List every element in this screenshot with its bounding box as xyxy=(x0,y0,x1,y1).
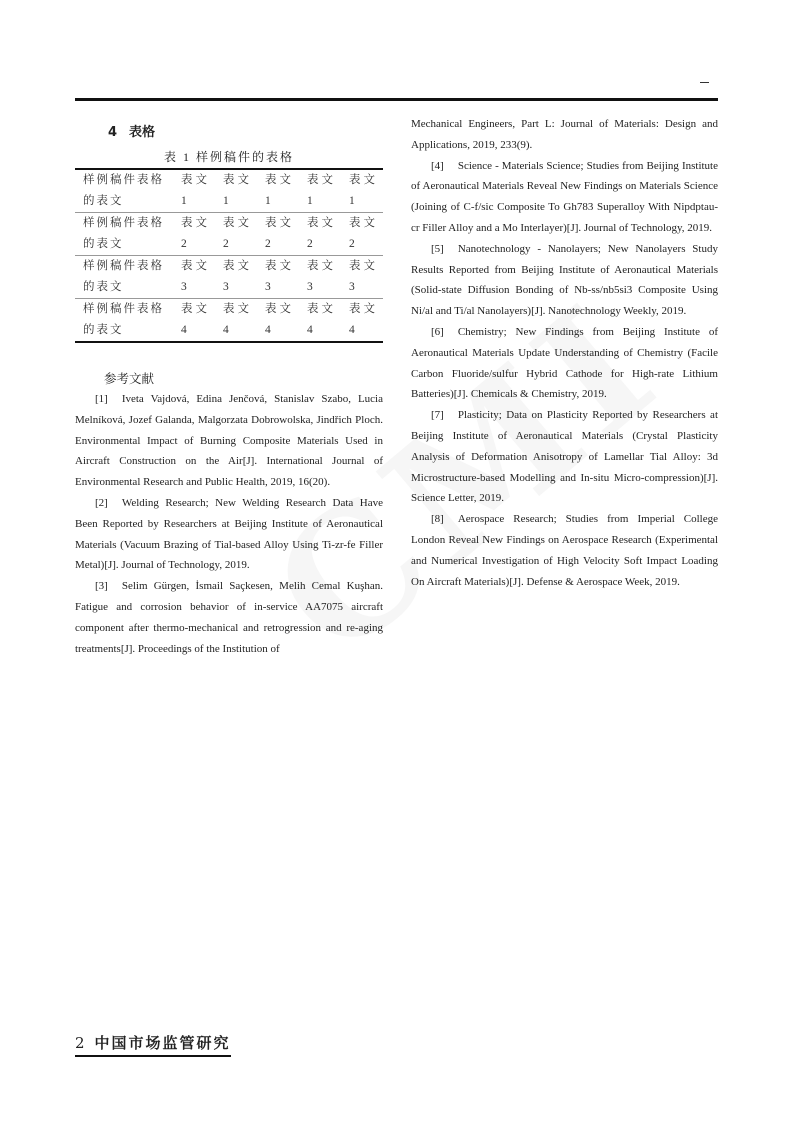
references-list-left xyxy=(75,389,383,659)
reference-tag: [2] xyxy=(95,496,108,509)
reference-item xyxy=(75,493,383,576)
table-cell: 表文 xyxy=(307,174,336,186)
section-number: 4 xyxy=(108,125,118,140)
table-cell: 表文 xyxy=(349,174,378,186)
table-row xyxy=(75,169,383,191)
reference-item xyxy=(75,576,383,659)
reference-tag: [3] xyxy=(95,580,108,593)
reference-tag: [6] xyxy=(431,325,444,338)
table-cell: 表文 xyxy=(181,303,210,315)
table-cell: 表文 xyxy=(265,303,294,315)
reference-item xyxy=(411,322,718,405)
table-cell: 1 xyxy=(257,191,299,213)
reference-tag: [5] xyxy=(431,242,444,255)
reference-tag: [4] xyxy=(431,159,444,172)
table-cell: 1 xyxy=(341,191,383,213)
table-cell: 4 xyxy=(223,324,232,336)
header-rule xyxy=(75,98,718,101)
table-label-cell: 的表文 xyxy=(75,277,173,299)
reference-tag: [8] xyxy=(431,513,444,526)
table-cell: 2 xyxy=(215,234,257,256)
table-cell: 表文 xyxy=(265,174,294,186)
table-cell: 表文 xyxy=(265,260,294,272)
table-cell: 1 xyxy=(215,191,257,213)
table-cell: 表文 xyxy=(307,217,336,229)
table-cell: 2 xyxy=(173,234,215,256)
table-row xyxy=(75,213,383,235)
reference-item xyxy=(75,389,383,493)
sample-table xyxy=(75,168,383,343)
table-cell: 表文 xyxy=(223,303,252,315)
reference-text: Iveta Vajdová, Edina Jenčová, Stanislav Szabo, Lucia Melníková, Jozef Galanda, Malgorzata Dobrowolska, Jindřich Ploch. Environmental Impact of Burning Composite Materials Used in Aircraft Construction on the Air[J]. International Journal of Environmental Research and Public Health, 2019, 16(20). xyxy=(75,393,383,489)
table-label-cell: 的表文 xyxy=(75,191,173,213)
reference-item xyxy=(411,509,718,592)
reference-text: Welding Research; New Welding Research Data Have Been Reported by Researchers at Beijing Institute of Aeronautical Materials (Vacuum Brazing of Tial-based Alloy Using Ti-zr-fe Filler Metal)[J]. Journal of Technology, 2019. xyxy=(75,496,383,572)
section-heading xyxy=(75,118,383,148)
reference-tag: [7] xyxy=(431,409,444,422)
table-label-cell: 的表文 xyxy=(83,324,124,336)
table-row xyxy=(75,320,383,342)
table-cell: 表文 xyxy=(349,303,378,315)
reference-text: Chemistry; New Findings from Beijing Institute of Aeronautical Materials Update Understanding of Chemistry (Facile Carbon Fluoride/sulfur Hybrid Cathode for High-rate Lithium Batteries)[J]. Chemicals & Chemistry, 2019. xyxy=(411,325,718,401)
reference-text: Nanotechnology - Nanolayers; New Nanolayers Study Results Reported from Beijing Institute of Aeronautical Materials (Solid-state Diffusion Bonding of Nb-ss/nb5si3 Composite Using Ni/al and Ti/al Nanolayers)[J]. Nanotechnology Weekly, 2019. xyxy=(411,242,718,318)
table-cell: 4 xyxy=(349,324,358,336)
reference-tag: [1] xyxy=(95,393,108,405)
table-label-cell: 样例稿件表格 xyxy=(83,303,164,315)
references-list-right xyxy=(411,156,718,593)
table-row xyxy=(75,256,383,278)
table-cell: 表文 xyxy=(349,217,378,229)
reference-text: Selim Gürgen, İsmail Saçkesen, Melih Cemal Kuşhan. Fatigue and corrosion behavior of in-service AA7075 aircraft component after thermo-mechanical and retrogression and re-aging treatments[J]. Proceedings of the Institution of xyxy=(75,580,383,655)
table-row xyxy=(75,191,383,213)
references-heading: 参考文献 xyxy=(104,371,155,386)
table-cell: 表文 xyxy=(265,217,294,229)
table-label-cell: 样例稿件表格 xyxy=(83,217,164,229)
table-cell: 4 xyxy=(307,324,316,336)
table-cell: 2 xyxy=(341,234,383,256)
table-cell: 3 xyxy=(173,277,215,299)
table-row xyxy=(75,277,383,299)
table-cell: 表文 xyxy=(223,174,252,186)
table-cell: 表文 xyxy=(223,217,252,229)
table-row xyxy=(75,299,383,321)
table-cell: 2 xyxy=(257,234,299,256)
right-column xyxy=(411,114,718,592)
section-title: 表格 xyxy=(129,125,156,140)
reference-item xyxy=(411,239,718,322)
table-cell: 表文 xyxy=(349,260,378,272)
table-cell: 表文 xyxy=(223,260,252,272)
page-number: 2 xyxy=(75,1034,87,1052)
table-label-cell: 样例稿件表格 xyxy=(83,260,164,272)
reference-text: Plasticity; Data on Plasticity Reported by Researchers at Beijing Institute of Aeronautical Materials (Crystal Plasticity Analysis of Deformation Anisotropy of Lamellar Tial Alloy: 3d Microstructure-based Modelling and In-situ Micro-compression)[J]. Science Letter, 2019. xyxy=(411,409,718,505)
table-row xyxy=(75,234,383,256)
table-cell: 表文 xyxy=(307,303,336,315)
reference-text: Science - Materials Science; Studies from Beijing Institute of Aeronautical Materials Reveal New Findings on Materials Science (Joining of C-f/sic Composite To Gh783 Superalloy With Nipdptau-cr Filler Alloy and a Mo Interlayer)[J]. Journal of Technology, 2019. xyxy=(411,159,718,234)
table-cell: 表文 xyxy=(307,260,336,272)
table-cell: 1 xyxy=(173,191,215,213)
table-cell: 1 xyxy=(299,191,341,213)
table-caption: 表 1 样例稿件的表格 xyxy=(163,150,294,164)
reference-text: Aerospace Research; Studies from Imperial College London Reveal New Findings on Aerospace Research (Experimental and Numerical Investigation of High Velocity Soft Impact Loading On Aircraft Materials)[J]. Defense & Aerospace Week, 2019. xyxy=(411,513,718,588)
table-cell: 4 xyxy=(181,324,190,336)
table-cell: 4 xyxy=(265,324,274,336)
table-cell: 3 xyxy=(341,277,383,299)
table-cell: 2 xyxy=(299,234,341,256)
table-cell: 3 xyxy=(257,277,299,299)
table-cell: 3 xyxy=(299,277,341,299)
reference-item xyxy=(411,156,718,239)
table-cell: 表文 xyxy=(181,217,210,229)
table-label-cell: 样例稿件表格 xyxy=(83,174,164,186)
reference-continuation: Mechanical Engineers, Part L: Journal of Materials: Design and Applications, 2019, 233(9). xyxy=(411,118,718,151)
table-cell: 表文 xyxy=(181,174,210,186)
table-cell: 3 xyxy=(215,277,257,299)
table-label-cell: 的表文 xyxy=(75,234,173,256)
table-cell: 表文 xyxy=(181,260,210,272)
reference-item xyxy=(411,405,718,509)
footer xyxy=(75,1032,231,1057)
left-column xyxy=(75,118,383,659)
header-mark xyxy=(700,82,709,83)
journal-name: 中国市场监管研究 xyxy=(94,1034,231,1052)
